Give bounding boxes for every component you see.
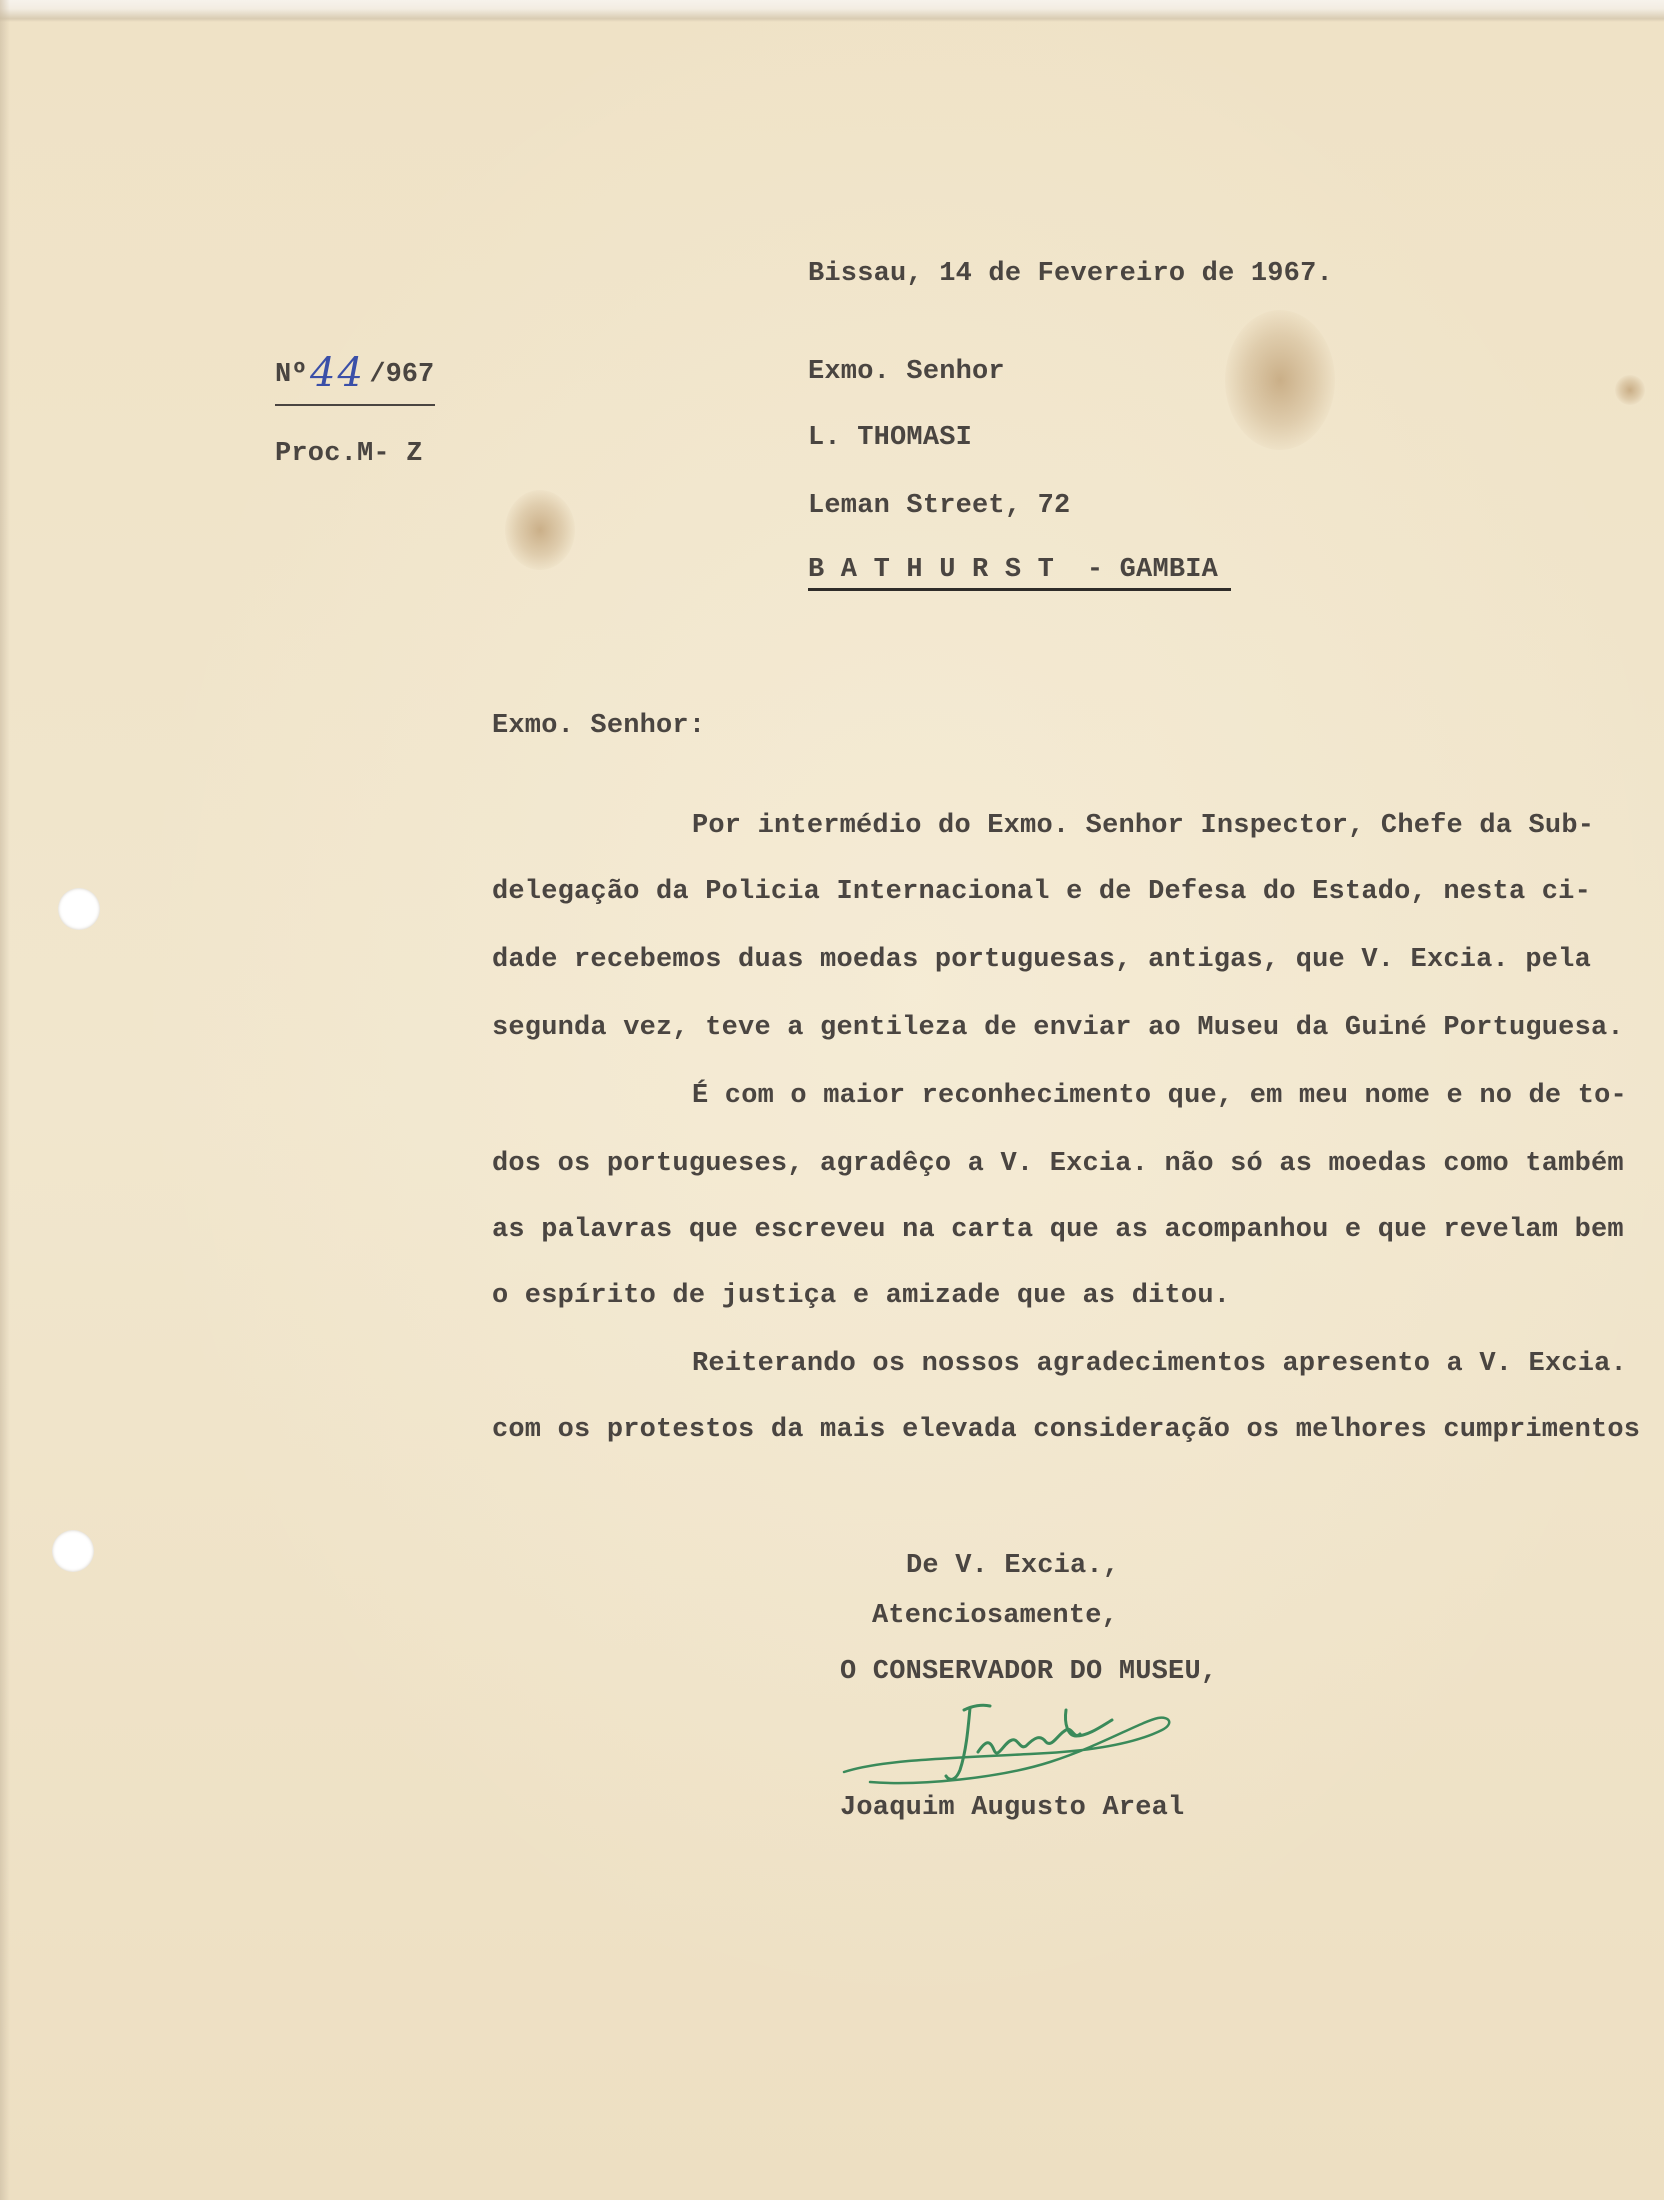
stain-top-right bbox=[1225, 310, 1335, 450]
body-line: com os protestos da mais elevada consideração os melhores cumprimentos bbox=[492, 1415, 1641, 1445]
recipient-salutation: Exmo. Senhor bbox=[808, 357, 1005, 387]
body-line: Por intermédio do Exmo. Senhor Inspector, Chefe da Sub- bbox=[692, 811, 1595, 841]
body-line: segunda vez, teve a gentileza de enviar ao Museu da Guiné Portuguesa. bbox=[492, 1013, 1624, 1043]
signer-name: Joaquim Augusto Areal bbox=[840, 1793, 1185, 1823]
reference-number-suffix: /967 bbox=[369, 360, 435, 390]
stain-far-right bbox=[1615, 375, 1645, 405]
process-reference: Proc.M- Z bbox=[275, 439, 423, 469]
handwritten-signature bbox=[840, 1690, 1180, 1800]
body-line: as palavras que escreveu na carta que as acompanhou e que revelam bem bbox=[492, 1215, 1624, 1245]
date-line: Bissau, 14 de Fevereiro de 1967. bbox=[808, 259, 1333, 289]
recipient-city: B A T H U R S T - GAMBIA bbox=[808, 555, 1219, 585]
stain-left bbox=[505, 490, 575, 570]
greeting: Exmo. Senhor: bbox=[492, 711, 706, 741]
reference-number-prefix: Nº bbox=[275, 360, 308, 390]
body-line: o espírito de justiça e amizade que as ditou. bbox=[492, 1281, 1231, 1311]
punch-hole-top bbox=[58, 888, 100, 930]
body-line: dos os portugueses, agradêço a V. Excia. não só as moedas como também bbox=[492, 1149, 1624, 1179]
paper-top-edge bbox=[0, 0, 1664, 22]
body-line: Reiterando os nossos agradecimentos apresento a V. Excia. bbox=[692, 1349, 1627, 1379]
paper-left-edge bbox=[0, 0, 10, 2200]
body-line: É com o maior reconhecimento que, em meu nome e no de to- bbox=[692, 1081, 1627, 1111]
signer-title: O CONSERVADOR DO MUSEU, bbox=[840, 1657, 1218, 1687]
recipient-city-underline bbox=[808, 588, 1231, 591]
body-line: dade recebemos duas moedas portuguesas, antigas, que V. Excia. pela bbox=[492, 945, 1591, 975]
punch-hole-bottom bbox=[52, 1530, 94, 1572]
recipient-name: L. THOMASI bbox=[808, 423, 973, 453]
recipient-street: Leman Street, 72 bbox=[808, 491, 1071, 521]
handwritten-reference-number: 44 bbox=[310, 350, 365, 396]
closing-line: Atenciosamente, bbox=[872, 1601, 1119, 1631]
closing-line: De V. Excia., bbox=[906, 1551, 1120, 1581]
body-line: delegação da Policia Internacional e de Defesa do Estado, nesta ci- bbox=[492, 877, 1591, 907]
